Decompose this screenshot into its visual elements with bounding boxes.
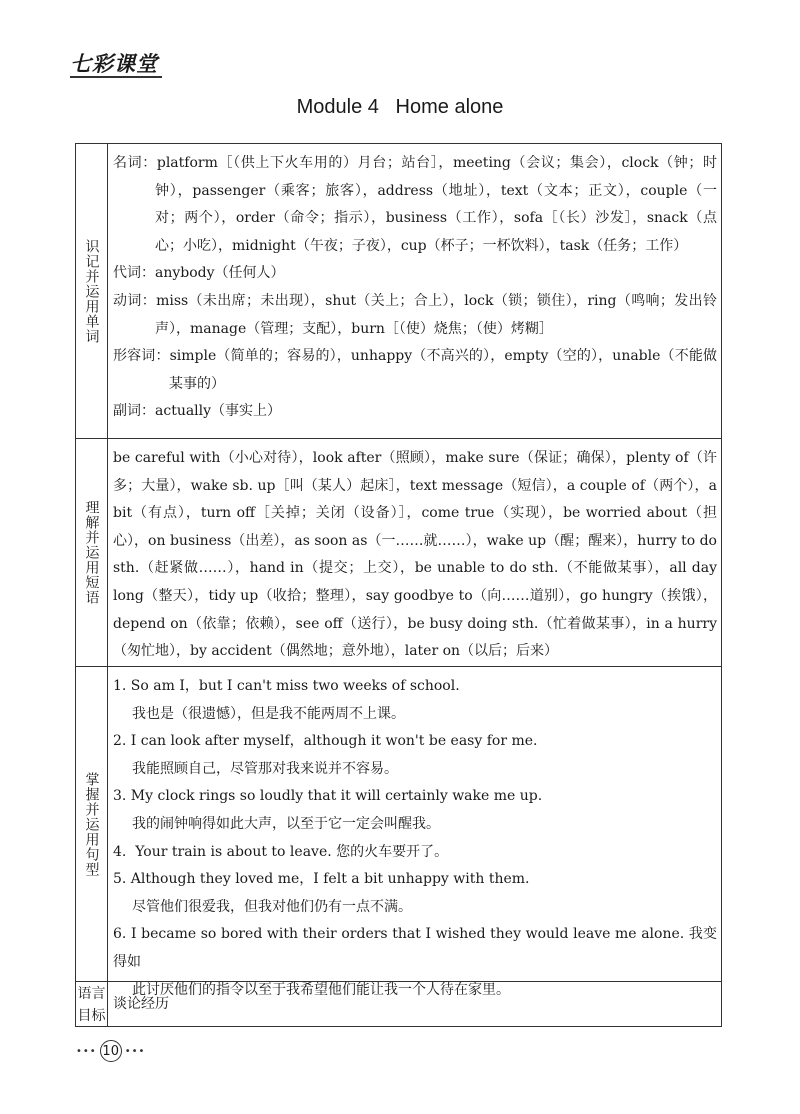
sentence-en: 4. Your train is about to leave. 您的火车要开了。 [113,843,449,860]
sentences-content [107,667,721,998]
pronoun-label: 代词： [113,265,155,282]
noun-text: platform［（供上下火车用的）月台；站台］，meeting（会议；集会），clock（钟；时钟），passenger（乘客；旅客），address（地址），text（文本；正文），couple（一对；两个），order（命令；指示），business（工作），sofa［（长）沙发］，snack（点心；小吃），midnight（午夜；子夜），cup（杯子；一杯饮料），task（任务；工作） [155,155,717,254]
sentence-item [113,783,717,838]
page-dots-left: ••• [76,1045,97,1057]
words-label-cell [76,144,108,438]
goal-content [107,982,721,1027]
sentences-label-cell [76,667,108,981]
verb-label: 动词： [113,292,157,309]
phrases-label-cell [76,439,108,666]
noun-label: 名词： [113,155,157,171]
sentence-en: 2. I can look after myself，although it won't be easy for me. [113,733,538,750]
adverb-label: 副词： [113,403,155,420]
sentence-en: 5. Although they loved me，I felt a bit unhappy with them. [113,871,530,888]
words-content [107,144,721,438]
phrases-label: 理解并运用短语 [83,500,100,605]
phrases-text: be careful with（小心对待），look after（照顾），make sure（保证；确保），plenty of（许多；大量），wake sb. up［叫（某人）起床］，text message（短信），a couple of（两个），a bit（有点），turn off［关掉；关闭（设备）］，come true（实现），be worried about（担心），on business（出差），as soon as（一……就……），wake up（醒；醒来），hurry to do sth.（赶紧做……），hand in（提交；上交），be unable to do sth.（不能做某事），all day long（整天），tidy up（收拾；整理），say goodbye to（向……道别），go hungry（挨饿），depend on（依靠；依赖），see off（送行），be busy doing sth.（忙着做某事），in a hurry（匆忙地），by accident（偶然地；意外地），later on（以后；后来） [113,450,717,660]
goal-label-cell [76,982,108,1027]
module-summary-table [75,143,722,1027]
adjective-text: simple（简单的；容易的），unhappy（不高兴的），empty（空的），unable（不能做某事的） [169,348,718,392]
sentences-label: 掌握并运用句型 [83,771,100,877]
words-label: 识记并运用单词 [83,238,100,344]
phrases-content [107,439,721,666]
adjective-entry [113,343,717,398]
sentence-item [113,839,717,867]
pronoun-entry [113,260,717,288]
adverb-entry [113,398,717,426]
sentence-cn: 尽管他们很爱我，但我对他们仍有一点不满。 [132,898,412,915]
page-dots-right: ••• [124,1045,146,1057]
page-number-badge [76,1040,145,1062]
page-number: 10 [100,1040,122,1062]
words-row [76,144,721,438]
brand-logo: 七彩课堂 [70,52,158,76]
sentence-cn: 此讨厌他们的指令以至于我希望他们能让我一个人待在家里。 [132,981,510,998]
pronoun-text: anybody（任何人） [155,265,285,282]
sentence-cn: 我也是（很遗憾），但是我不能两周不上课。 [132,705,405,722]
sentence-en: 1. So am I，but I can't miss two weeks of school. [113,678,460,694]
goal-row [76,981,721,1027]
sentence-item [113,728,717,783]
noun-entry [113,150,717,260]
phrases-row [76,438,721,666]
goal-label-line1: 语言 [77,985,106,1002]
sentence-cn: 我的闹钟响得如此大声，以至于它一定会叫醒我。 [132,815,440,832]
page-title: Module 4 Home alone [296,96,504,118]
adverb-text: actually（事实上） [155,403,282,420]
sentence-cn: 我能照顾自己，尽管那对我来说并不容易。 [132,760,398,777]
goal-label-line2: 目标 [77,1007,106,1024]
sentence-item [113,673,717,728]
logo-underline [70,76,162,78]
goal-text: 谈论经历 [113,996,169,1012]
adjective-label: 形容词： [113,348,170,365]
verb-entry [113,288,717,343]
verb-text: miss（未出席；未出现），shut（关上；合上），lock（锁；锁住），ring（鸣响；发出铃声），manage（管理；支配），burn［（使）烧焦；（使）烤糊］ [155,292,717,337]
sentence-en: 3. My clock rings so loudly that it will certainly wake me up. [113,788,543,805]
sentence-en: 6. I became so bored with their orders that I wished they would leave me alone. 我变得如 [113,926,717,970]
sentence-item [113,866,717,921]
